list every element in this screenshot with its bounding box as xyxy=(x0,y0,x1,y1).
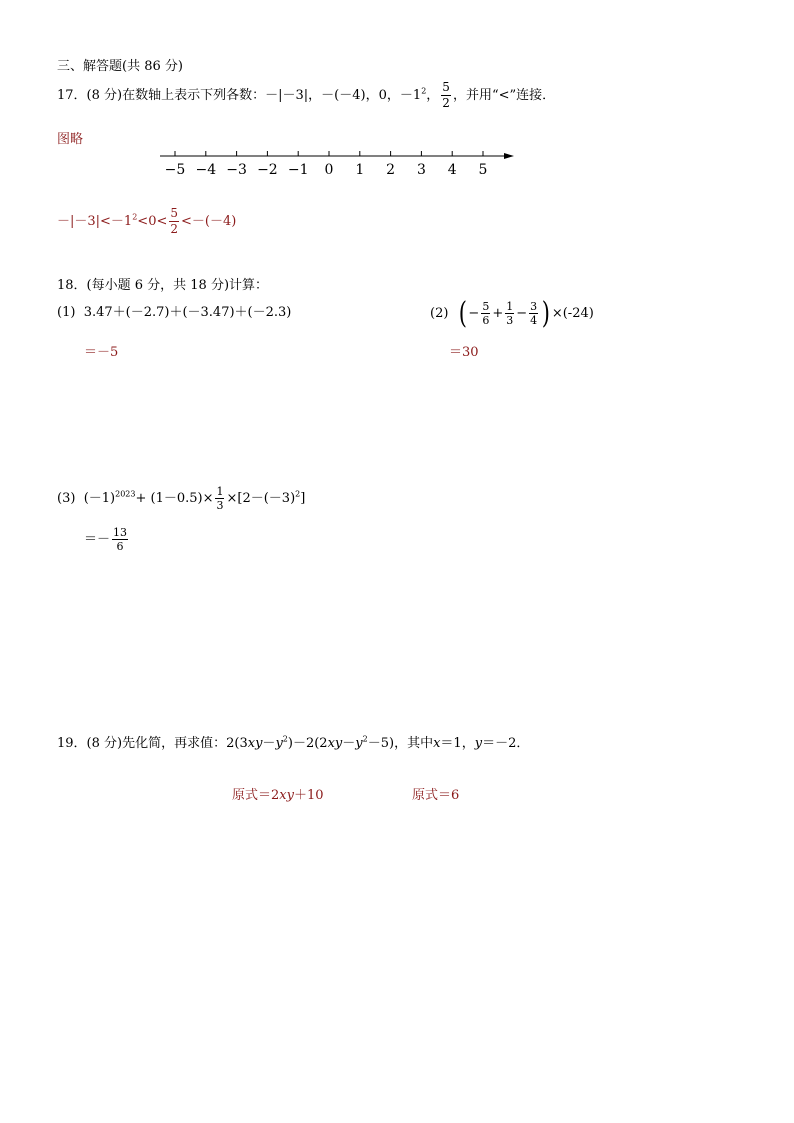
q17-ordering-frac-num: 5 xyxy=(170,206,178,220)
q18-p3-answer-pre: ＝－ xyxy=(84,532,111,547)
q19-number: 19． xyxy=(57,736,87,751)
number-line-tick-label: −4 xyxy=(195,162,217,178)
number-line-ticks xyxy=(165,151,488,178)
q18-p3-exp-a: 2023 xyxy=(115,489,136,499)
q18-p2-frac1 xyxy=(481,300,490,327)
q17-sep4: ， xyxy=(426,88,440,103)
q18-p1 xyxy=(57,305,291,321)
number-line-tick-label: 4 xyxy=(447,162,457,178)
number-line-tick-label: −5 xyxy=(164,162,186,178)
q17-sep2: ， xyxy=(365,88,379,103)
q18-p1-answer-text: ＝－5 xyxy=(84,345,119,360)
q19-answer1-pre: 原式＝2 xyxy=(232,788,280,803)
q18-p2 xyxy=(430,297,594,331)
q18-p2-rparen: ) xyxy=(541,295,551,331)
q18-p3-answer xyxy=(84,523,130,557)
q17-frac-den: 2 xyxy=(442,96,450,110)
q18-p1-label: (1) xyxy=(57,305,76,320)
q19-xy2: xy xyxy=(327,736,343,751)
number-line-tick-label: 0 xyxy=(324,162,334,178)
q17-item4-exp: 2 xyxy=(421,86,427,96)
q19-m3: － xyxy=(342,736,356,751)
q18-p1-answer xyxy=(84,345,118,361)
q18-p2-frac1-num: 5 xyxy=(482,300,490,313)
section-heading xyxy=(57,59,183,75)
q17-ordering-part3: <－(－4) xyxy=(181,214,237,229)
q18-p3-answer-den: 6 xyxy=(116,540,124,553)
q18-p2-label: (2) xyxy=(430,306,449,321)
number-line-tick-label: −3 xyxy=(226,162,247,178)
q18-p2-answer xyxy=(449,345,479,361)
q18-p2-frac1-den: 6 xyxy=(482,314,490,327)
q18-p2-frac3-den: 4 xyxy=(530,314,538,327)
q19-eq1: ＝1， xyxy=(440,736,475,751)
q19-e1: 2 xyxy=(282,734,288,744)
q18-p2-answer-text: ＝30 xyxy=(449,345,479,360)
q18-p2-tail: ×(-24) xyxy=(551,306,594,321)
q17-number: 17． xyxy=(57,88,87,103)
q17-answer-note xyxy=(57,132,83,148)
q17-item2: －(－4) xyxy=(321,88,366,103)
q18-p3-frac-num: 1 xyxy=(216,485,224,498)
q17-ordering-part1: －|－3|<－1 xyxy=(57,214,133,229)
q19-y: y xyxy=(474,736,483,751)
q19-m2: )－2(2 xyxy=(287,736,328,751)
q17-prompt-pre: 在数轴上表示下列各数： xyxy=(122,88,266,103)
q18-p2-minus: − xyxy=(468,306,480,321)
q17-ordering-part2: <0< xyxy=(137,214,168,229)
q18-p3-expr-c: ×[2－(－3) xyxy=(226,491,296,506)
q17-prompt-post: ，并用“<”连接． xyxy=(452,88,556,103)
q19-m4: －5)，其中 xyxy=(367,736,434,751)
number-line-tick-label: 2 xyxy=(386,162,396,178)
number-line xyxy=(150,145,530,185)
q18-p3-label: (3) xyxy=(57,491,76,506)
q18-p2-frac2-num: 1 xyxy=(506,300,514,313)
number-line-tick-label: 3 xyxy=(416,162,426,178)
q19-answer1-post: ＋10 xyxy=(293,788,324,803)
q18-p3-frac-den: 3 xyxy=(216,499,224,512)
q17-ordering-frac-den: 2 xyxy=(170,222,178,236)
q17-fraction xyxy=(441,80,451,111)
q18-p2-plus: + xyxy=(492,306,504,321)
q17-ordering xyxy=(57,206,236,237)
q17-answer-note-text: 图略 xyxy=(57,132,84,147)
number-line-tick-label: 5 xyxy=(478,162,488,178)
section-heading-text: 三、解答题(共 86 分) xyxy=(57,59,183,74)
q19-e2: 2 xyxy=(362,734,368,744)
q19-points: (8 分) xyxy=(86,736,123,751)
q18-p2-minus2: − xyxy=(516,306,528,321)
q19-prompt xyxy=(57,736,529,752)
q17-ordering-exp: 2 xyxy=(132,212,138,222)
q19-x: x xyxy=(433,736,441,751)
q18-p3-answer-frac xyxy=(112,526,128,553)
q18-p2-frac3 xyxy=(529,300,538,327)
q17-ordering-fraction xyxy=(169,206,179,237)
q17-points: (8 分) xyxy=(86,88,123,103)
q19-answer2-text: 原式＝6 xyxy=(412,788,460,803)
q19-eq2: ＝－2． xyxy=(482,736,530,751)
q17-item4: －1 xyxy=(399,88,422,103)
q18-p2-frac2-den: 3 xyxy=(506,314,514,327)
q17-sep3: ， xyxy=(386,88,400,103)
q18-p3-exp-c: 2 xyxy=(295,489,301,499)
q19-m1: － xyxy=(262,736,276,751)
q18-p2-frac2 xyxy=(505,300,514,327)
q18-p2-frac3-num: 3 xyxy=(530,300,538,313)
q18-p3-frac xyxy=(215,485,224,512)
q18-heading-text: 18．(每小题 6 分，共 18 分)计算： xyxy=(57,278,269,293)
number-line-tick-label: −1 xyxy=(287,162,309,178)
q17-item3: 0 xyxy=(378,88,387,103)
q19-y1: y xyxy=(275,736,283,751)
q19-xy: xy xyxy=(247,736,263,751)
q17-prompt xyxy=(57,80,555,111)
q18-p2-lparen: ( xyxy=(458,295,467,331)
q19-y2: y xyxy=(355,736,363,751)
q17-sep1: ， xyxy=(308,88,322,103)
q19-answer2 xyxy=(412,788,459,804)
q17-frac-num: 5 xyxy=(442,80,450,94)
q19-answer1 xyxy=(232,788,324,804)
q19-answer1-xy: xy xyxy=(279,788,294,803)
q18-p3 xyxy=(57,484,305,514)
q18-p3-answer-num: 13 xyxy=(113,526,128,539)
q18-p3-expr-d: ] xyxy=(300,491,306,506)
number-line-tick-label: 1 xyxy=(355,162,365,178)
q18-heading xyxy=(57,278,268,294)
number-line-tick-label: −2 xyxy=(257,162,278,178)
q17-item1: －|－3| xyxy=(265,88,309,103)
q18-p3-expr-a: (－1) xyxy=(83,491,116,506)
q19-prompt-text: 先化简，再求值：2(3 xyxy=(122,736,248,751)
q18-p1-expr: 3.47＋(－2.7)＋(－3.47)＋(－2.3) xyxy=(83,305,292,320)
number-line-arrow xyxy=(504,153,514,159)
q18-p3-expr-b: + (1－0.5)× xyxy=(135,491,214,506)
